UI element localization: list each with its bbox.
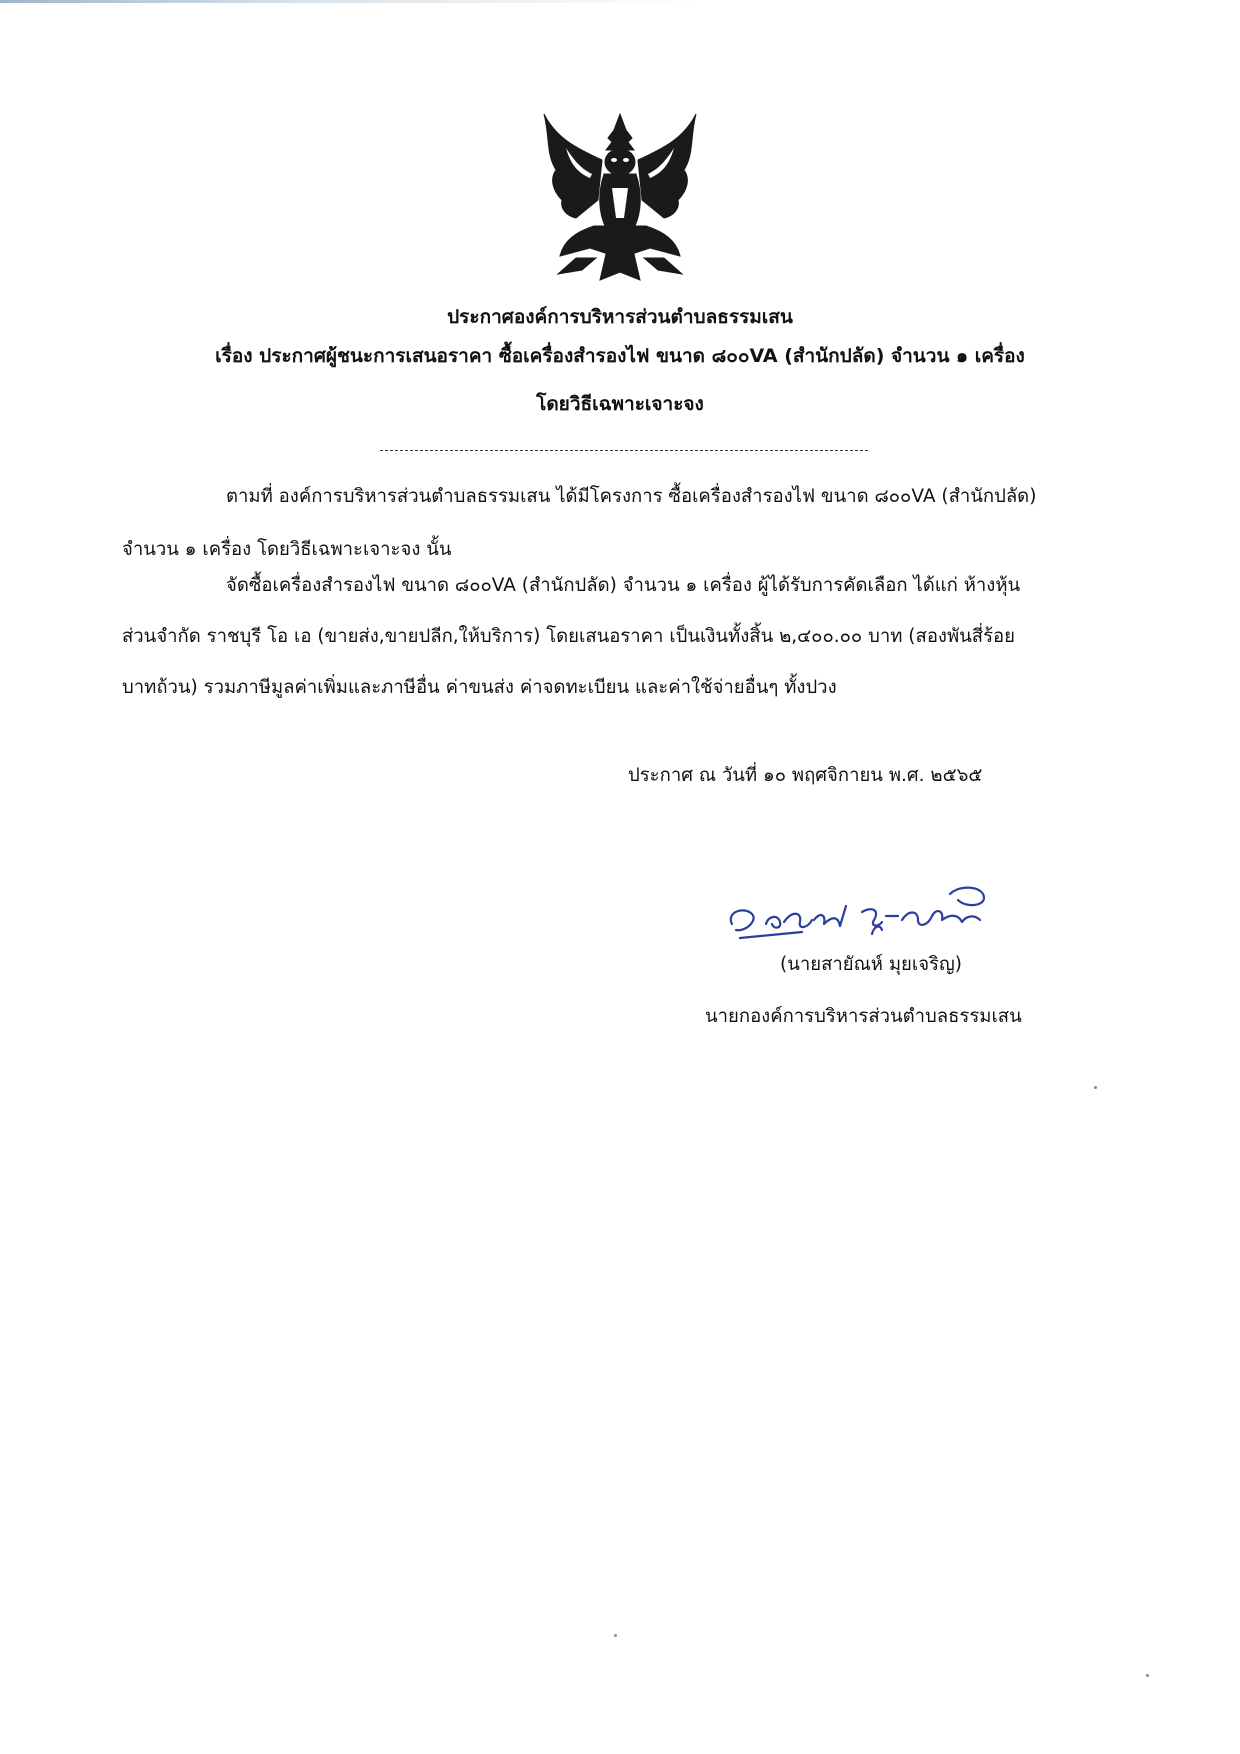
scan-speck <box>1094 1086 1097 1089</box>
scan-speck <box>614 1634 617 1637</box>
signer-position: นายกองค์การบริหารส่วนตำบลธรรมเสน <box>705 1006 1022 1027</box>
paragraph-1-line-1: ตามที่ องค์การบริหารส่วนตำบลธรรมเสน ได้มีโครงการ ซื้อเครื่องสำรองไฟ ขนาด ๘๐๐VA (สำนักปลัด) <box>226 486 1037 507</box>
title-divider <box>380 450 868 451</box>
signer-name: (นายสายัณห์ มุยเจริญ) <box>780 954 962 975</box>
announcement-subject: เรื่อง ประกาศผู้ชนะการเสนอราคา ซื้อเครื่องสำรองไฟ ขนาด ๘๐๐VA (สำนักปลัด) จำนวน ๑ เครื่อง <box>215 345 1025 367</box>
paragraph-1-line-2: จำนวน ๑ เครื่อง โดยวิธีเฉพาะเจาะจง นั้น <box>122 539 452 560</box>
scan-speck <box>1146 1674 1149 1677</box>
announcement-date: ประกาศ ณ วันที่ ๑๐ พฤศจิกายน พ.ศ. ๒๕๖๕ <box>628 765 983 786</box>
paragraph-2-line-1: จัดซื้อเครื่องสำรองไฟ ขนาด ๘๐๐VA (สำนักปลัด) จำนวน ๑ เครื่อง ผู้ได้รับการคัดเลือก ได้แก่ ห้างหุ้น <box>226 575 1021 596</box>
announcement-method: โดยวิธีเฉพาะเจาะจง <box>536 393 704 415</box>
handwritten-signature-icon <box>722 876 1012 946</box>
garuda-emblem-icon <box>536 108 704 284</box>
paragraph-2-line-3: บาทถ้วน) รวมภาษีมูลค่าเพิ่มและภาษีอื่น ค่าขนส่ง ค่าจดทะเบียน และค่าใช้จ่ายอื่นๆ ทั้งปวง <box>122 677 837 698</box>
paragraph-2-line-2: ส่วนจำกัด ราชบุรี โอ เอ (ขายส่ง,ขายปลีก,ให้บริการ) โดยเสนอราคา เป็นเงินทั้งสิ้น ๒,๔๐๐.๐๐ บาท (สองพันสี่ร้อย <box>122 626 1015 647</box>
announcement-title: ประกาศองค์การบริหารส่วนตำบลธรรมเสน <box>447 306 793 328</box>
scan-edge <box>0 0 1240 3</box>
